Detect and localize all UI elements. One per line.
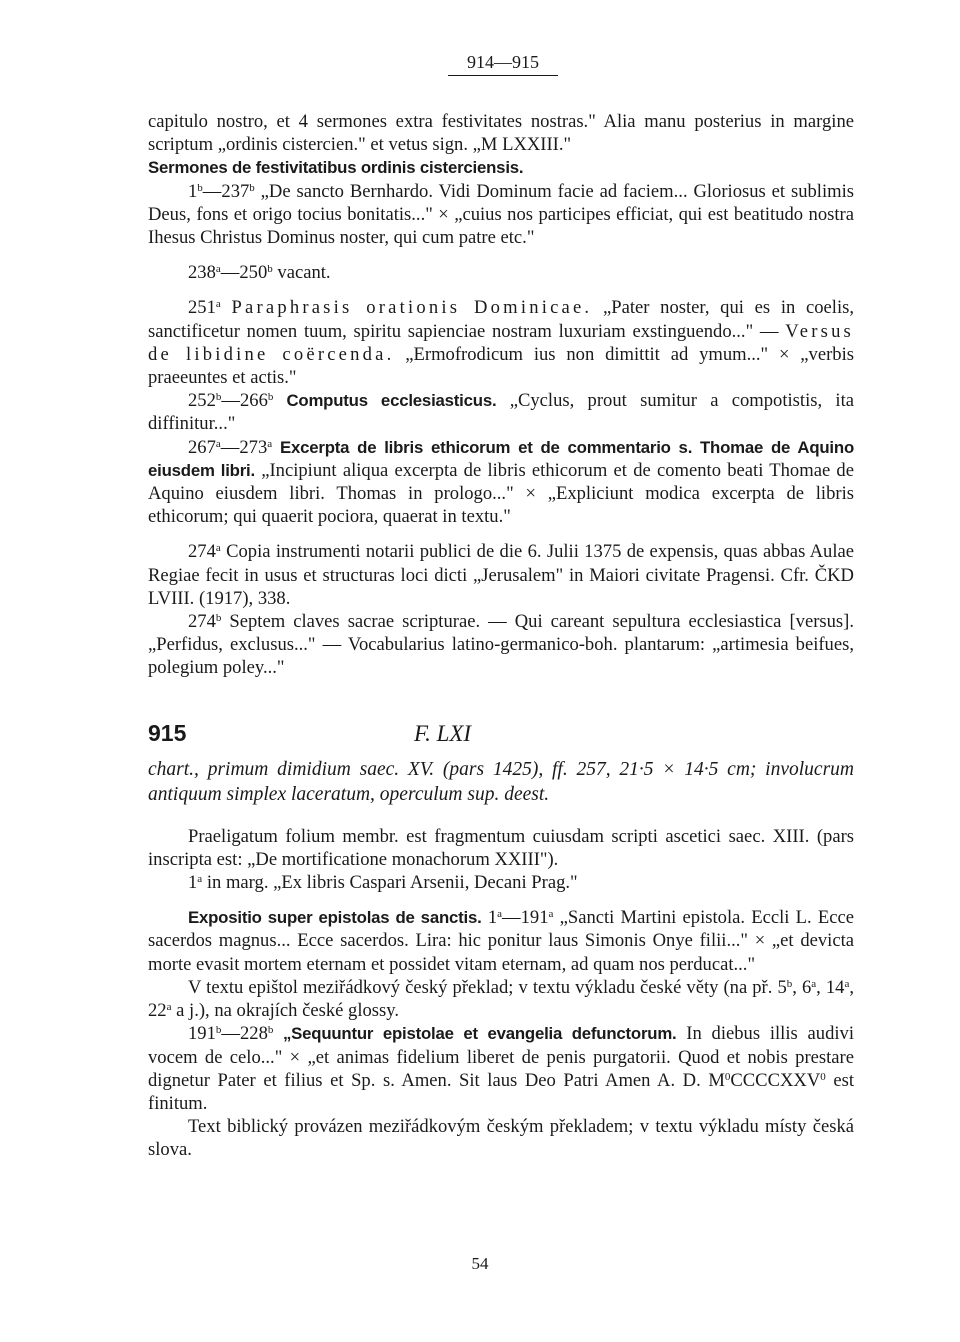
paragraph-paraphrasis: 251$^a$ Paraphrasis orationis Dominicae. „Pater noster, qui es in coelis, sanctificetur nomen tuum, spiritu sapienciae nostram luxuriam exstinguendo..." — Versus de libidine coërcenda. „Ermofrodicum ius non dimittit ad ymum..." × „verbis praeeuntes et actis." (148, 297, 854, 389)
paragraph-claves: 274$^b$ Septem claves sacrae scripturae. — Qui careant sepultura ecclesiastica [versus]. „Perfidus, exclusus..." — Vocabularius latino-germanico-boh. plantarum: „artimesia beifues, polegium poley..." (148, 611, 854, 679)
paragraph-vacant: 238$^a$—250$^b$ vacant. (188, 262, 331, 284)
paragraph-computus: 252$^b$—266$^b$ Computus ecclesiasticus. „Cyclus, prout sumitur a compotistis, ita diffinitur..." (148, 390, 854, 435)
page-number: 54 (471, 1254, 489, 1273)
entry-heading (148, 718, 854, 749)
running-header: 914—915 (448, 52, 558, 76)
paragraph-expositio: Expositio super epistolas de sanctis. 1$^a$—191$^a$ „Sancti Martini epistola. Eccli L. Ecce sacerdos magnus... Ecce sacerdos. Lira: hic ponitur laus Simonis Onye filii..." × „et devicta morte evasit mortem eternam et possidet vitam eternam, ad quam nos perducat..." (148, 907, 855, 975)
paragraph-sermon: 1$^b$—237$^b$ „De sancto Bernhardo. Vidi Dominum facie ad faciem... Gloriosus et sublimis Deus, fons et origo tocius bonitatis..." × „cuius nos participes efficiat, qui est beatitudo nostra Ihesus Christus Dominus noster, qui cum patre etc." (148, 180, 854, 249)
entry-folio: F. LXI (414, 720, 472, 746)
paragraph-text-biblicky: Text biblický provázen meziřádkovým českým překladem; v textu výkladu místy česká slova. (148, 1116, 854, 1161)
paragraph-excerpta: 267$^a$—273$^a$ Excerpta de libris ethicorum et de commentario s. Thomae de Aquino eiusdem libri. „Incipiunt aliqua excerpta de libris ethicorum et de comento beati Thomae de Aquino eiusdem libri. Thomas in prologo..." × „Expliciunt modica excerpta de libris ethicorum; qui quaerit pociora, quaerat in textu." (148, 436, 854, 528)
paragraph-sequuntur: 191$^b$—228$^b$ „Sequuntur epistolae et evangelia defunctorum. In diebus illis audivi vocem de celo..." × „et animas fidelium liberet de penis purgatorii. Quod et nobis prestare dignetur Pater et filius et Sp. s. Amen. Sit laus Deo Patri Amen A. D. $M^0CCCCXXV^0$ est finitum. (148, 1023, 854, 1114)
paragraph-praeligatum: Praeligatum folium membr. est fragmentum cuiusdam scripti ascetici saec. XIII. (pars inscripta est: „De mortificatione monachorum XXIII"). (148, 825, 854, 870)
page-body (148, 110, 854, 1162)
paragraph-ex-libris: 1$^a$ in marg. „Ex libris Caspari Arsenii, Decani Prag." (188, 872, 578, 894)
paragraph-czech-note: V textu epištol meziřádkový český překlad; v textu výkladu české věty (na př. 5$^b$, 6$^a$, 14$^a$, 22$^a$ a j.), na okrajích české glossy. (148, 976, 855, 1022)
entry-number: 915 (148, 719, 187, 746)
section-heading: Sermones de festivitatibus ordinis cisterciensis. (148, 158, 524, 178)
entry-description: chart., primum dimidium saec. XV. (pars 1425), ff. 257, 21·5 × 14·5 cm; involucrum antiquum simplex laceratum, operculum sup. deest. (148, 758, 854, 805)
paragraph-copia: 274$^a$ Copia instrumenti notarii publici de die 6. Julii 1375 de expensis, quas abbas Aulae Regiae fecit in usus et structuras loci dicti „Jerusalem" in Maiori civitate Pragensi. Cfr. ČKD LVIII. (1917), 338. (148, 541, 854, 609)
paragraph-continuation: capitulo nostro, et 4 sermones extra festivitates nostras." Alia manu posterius in margine scriptum „ordinis cistercien." et vetus sign. „M LXXIII." (148, 111, 854, 156)
